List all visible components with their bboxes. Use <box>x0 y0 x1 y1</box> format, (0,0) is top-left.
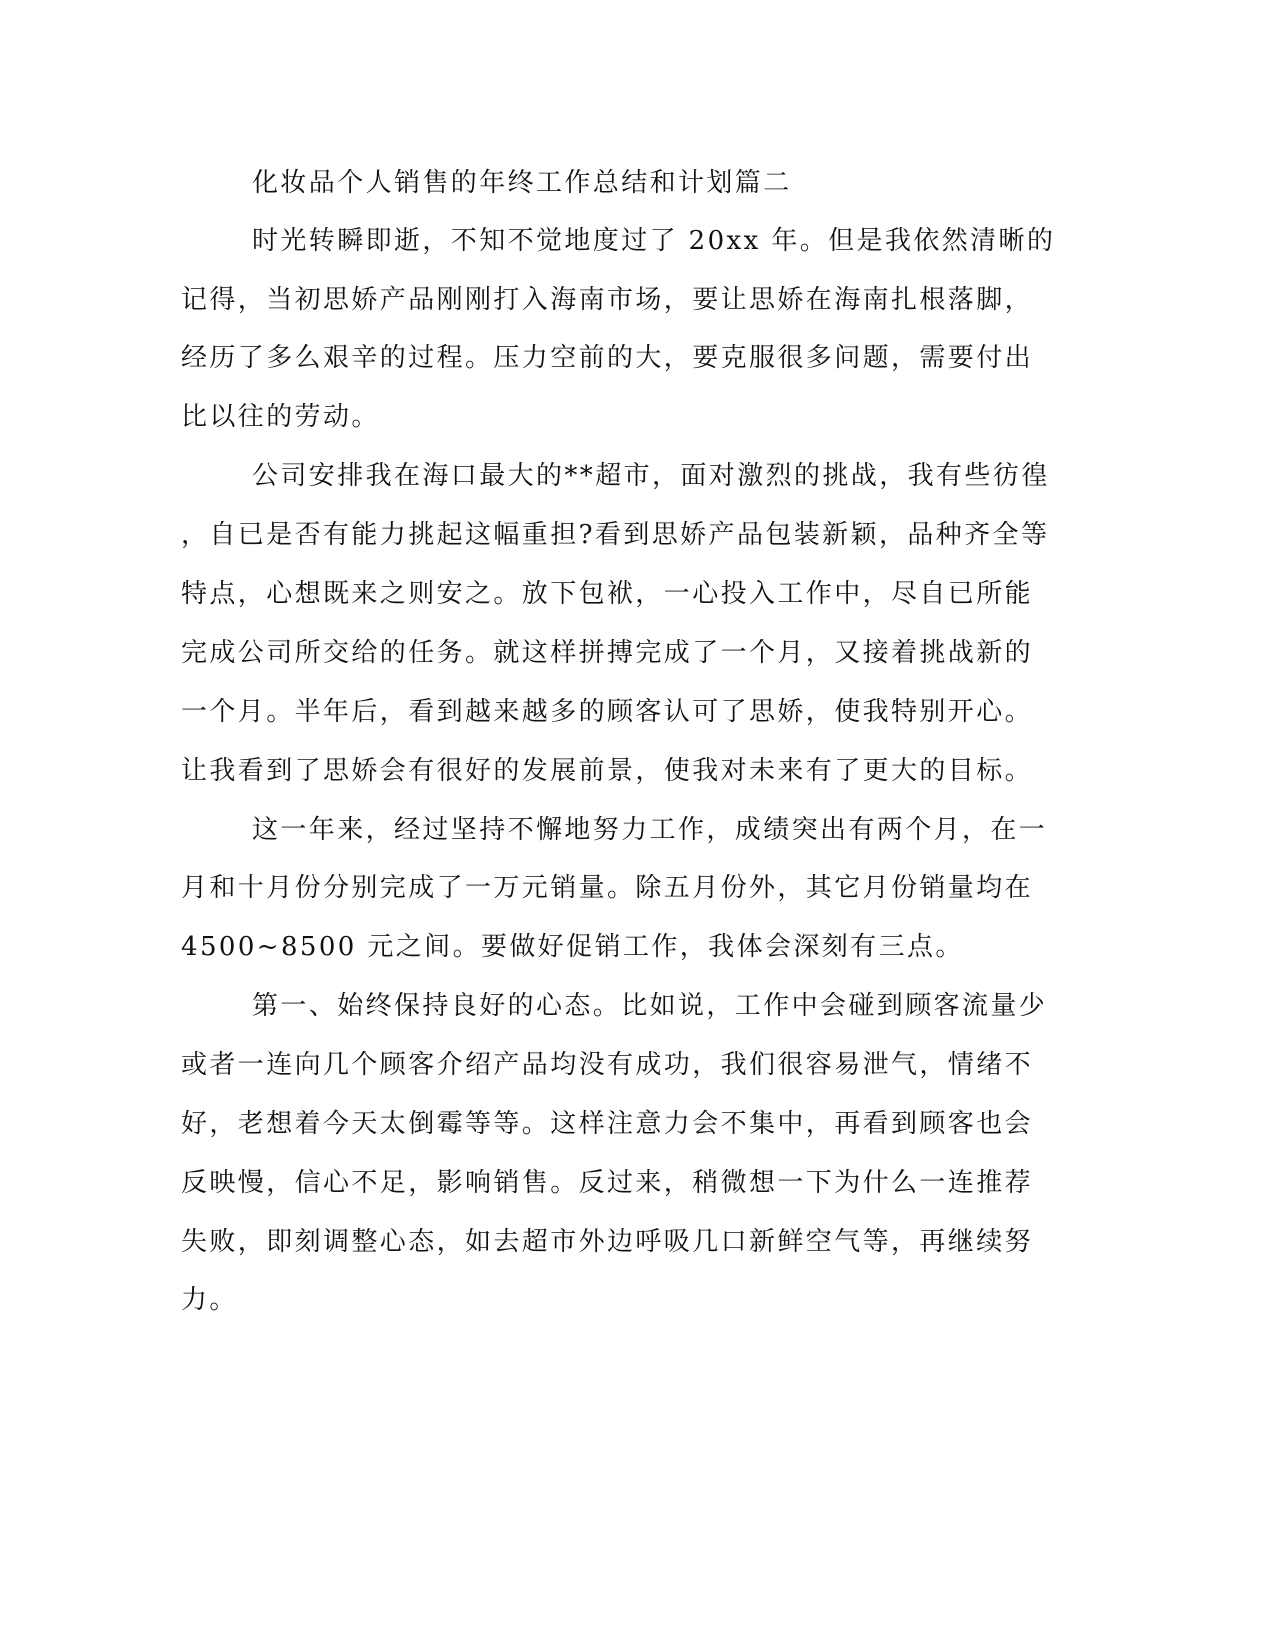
paragraph-line: 反映慢，信心不足，影响销售。反过来，稍微想一下为什么一连推荐 <box>181 1168 1034 1198</box>
paragraph-line: 一个月。半年后，看到越来越多的顾客认可了思娇，使我特别开心。 <box>181 697 1034 727</box>
paragraph-line: 完成公司所交给的任务。就这样拼搏完成了一个月，又接着挑战新的 <box>181 638 1034 668</box>
paragraph-line: 第一、始终保持良好的心态。比如说，工作中会碰到顾客流量少 <box>252 991 1048 1021</box>
paragraph-line: 记得，当初思娇产品刚刚打入海南市场，要让思娇在海南扎根落脚， <box>181 285 1034 315</box>
paragraph-line: 让我看到了思娇会有很好的发展前景，使我对未来有了更大的目标。 <box>181 756 1034 786</box>
paragraph-line: 特点，心想既来之则安之。放下包袱，一心投入工作中，尽自已所能 <box>181 579 1034 609</box>
paragraph-line: 这一年来，经过坚持不懈地努力工作，成绩突出有两个月，在一 <box>252 815 1048 845</box>
paragraph-line: 经历了多么艰辛的过程。压力空前的大，要克服很多问题，需要付出 <box>181 343 1034 373</box>
paragraph-line: 好，老想着今天太倒霉等等。这样注意力会不集中，再看到顾客也会 <box>181 1109 1034 1139</box>
paragraph-line: ，自已是否有能力挑起这幅重担?看到思娇产品包装新颖，品种齐全等 <box>181 520 1050 550</box>
paragraph-line: 或者一连向几个顾客介绍产品均没有成功，我们很容易泄气，情绪不 <box>181 1050 1034 1080</box>
paragraph-line: 4500~8500 元之间。要做好促销工作，我体会深刻有三点。 <box>181 932 964 962</box>
paragraph-line: 时光转瞬即逝，不知不觉地度过了 20xx 年。但是我依然清晰的 <box>252 226 1056 256</box>
paragraph-line: 力。 <box>181 1285 238 1315</box>
paragraph-line: 公司安排我在海口最大的**超市，面对激烈的挑战，我有些彷徨 <box>252 461 1050 491</box>
document-title: 化妆品个人销售的年终工作总结和计划篇二 <box>252 168 792 198</box>
paragraph-line: 失败，即刻调整心态，如去超市外边呼吸几口新鲜空气等，再继续努 <box>181 1227 1034 1257</box>
paragraph-line: 月和十月份分别完成了一万元销量。除五月份外，其它月份销量均在 <box>181 873 1034 903</box>
paragraph-line: 比以往的劳动。 <box>181 402 380 432</box>
